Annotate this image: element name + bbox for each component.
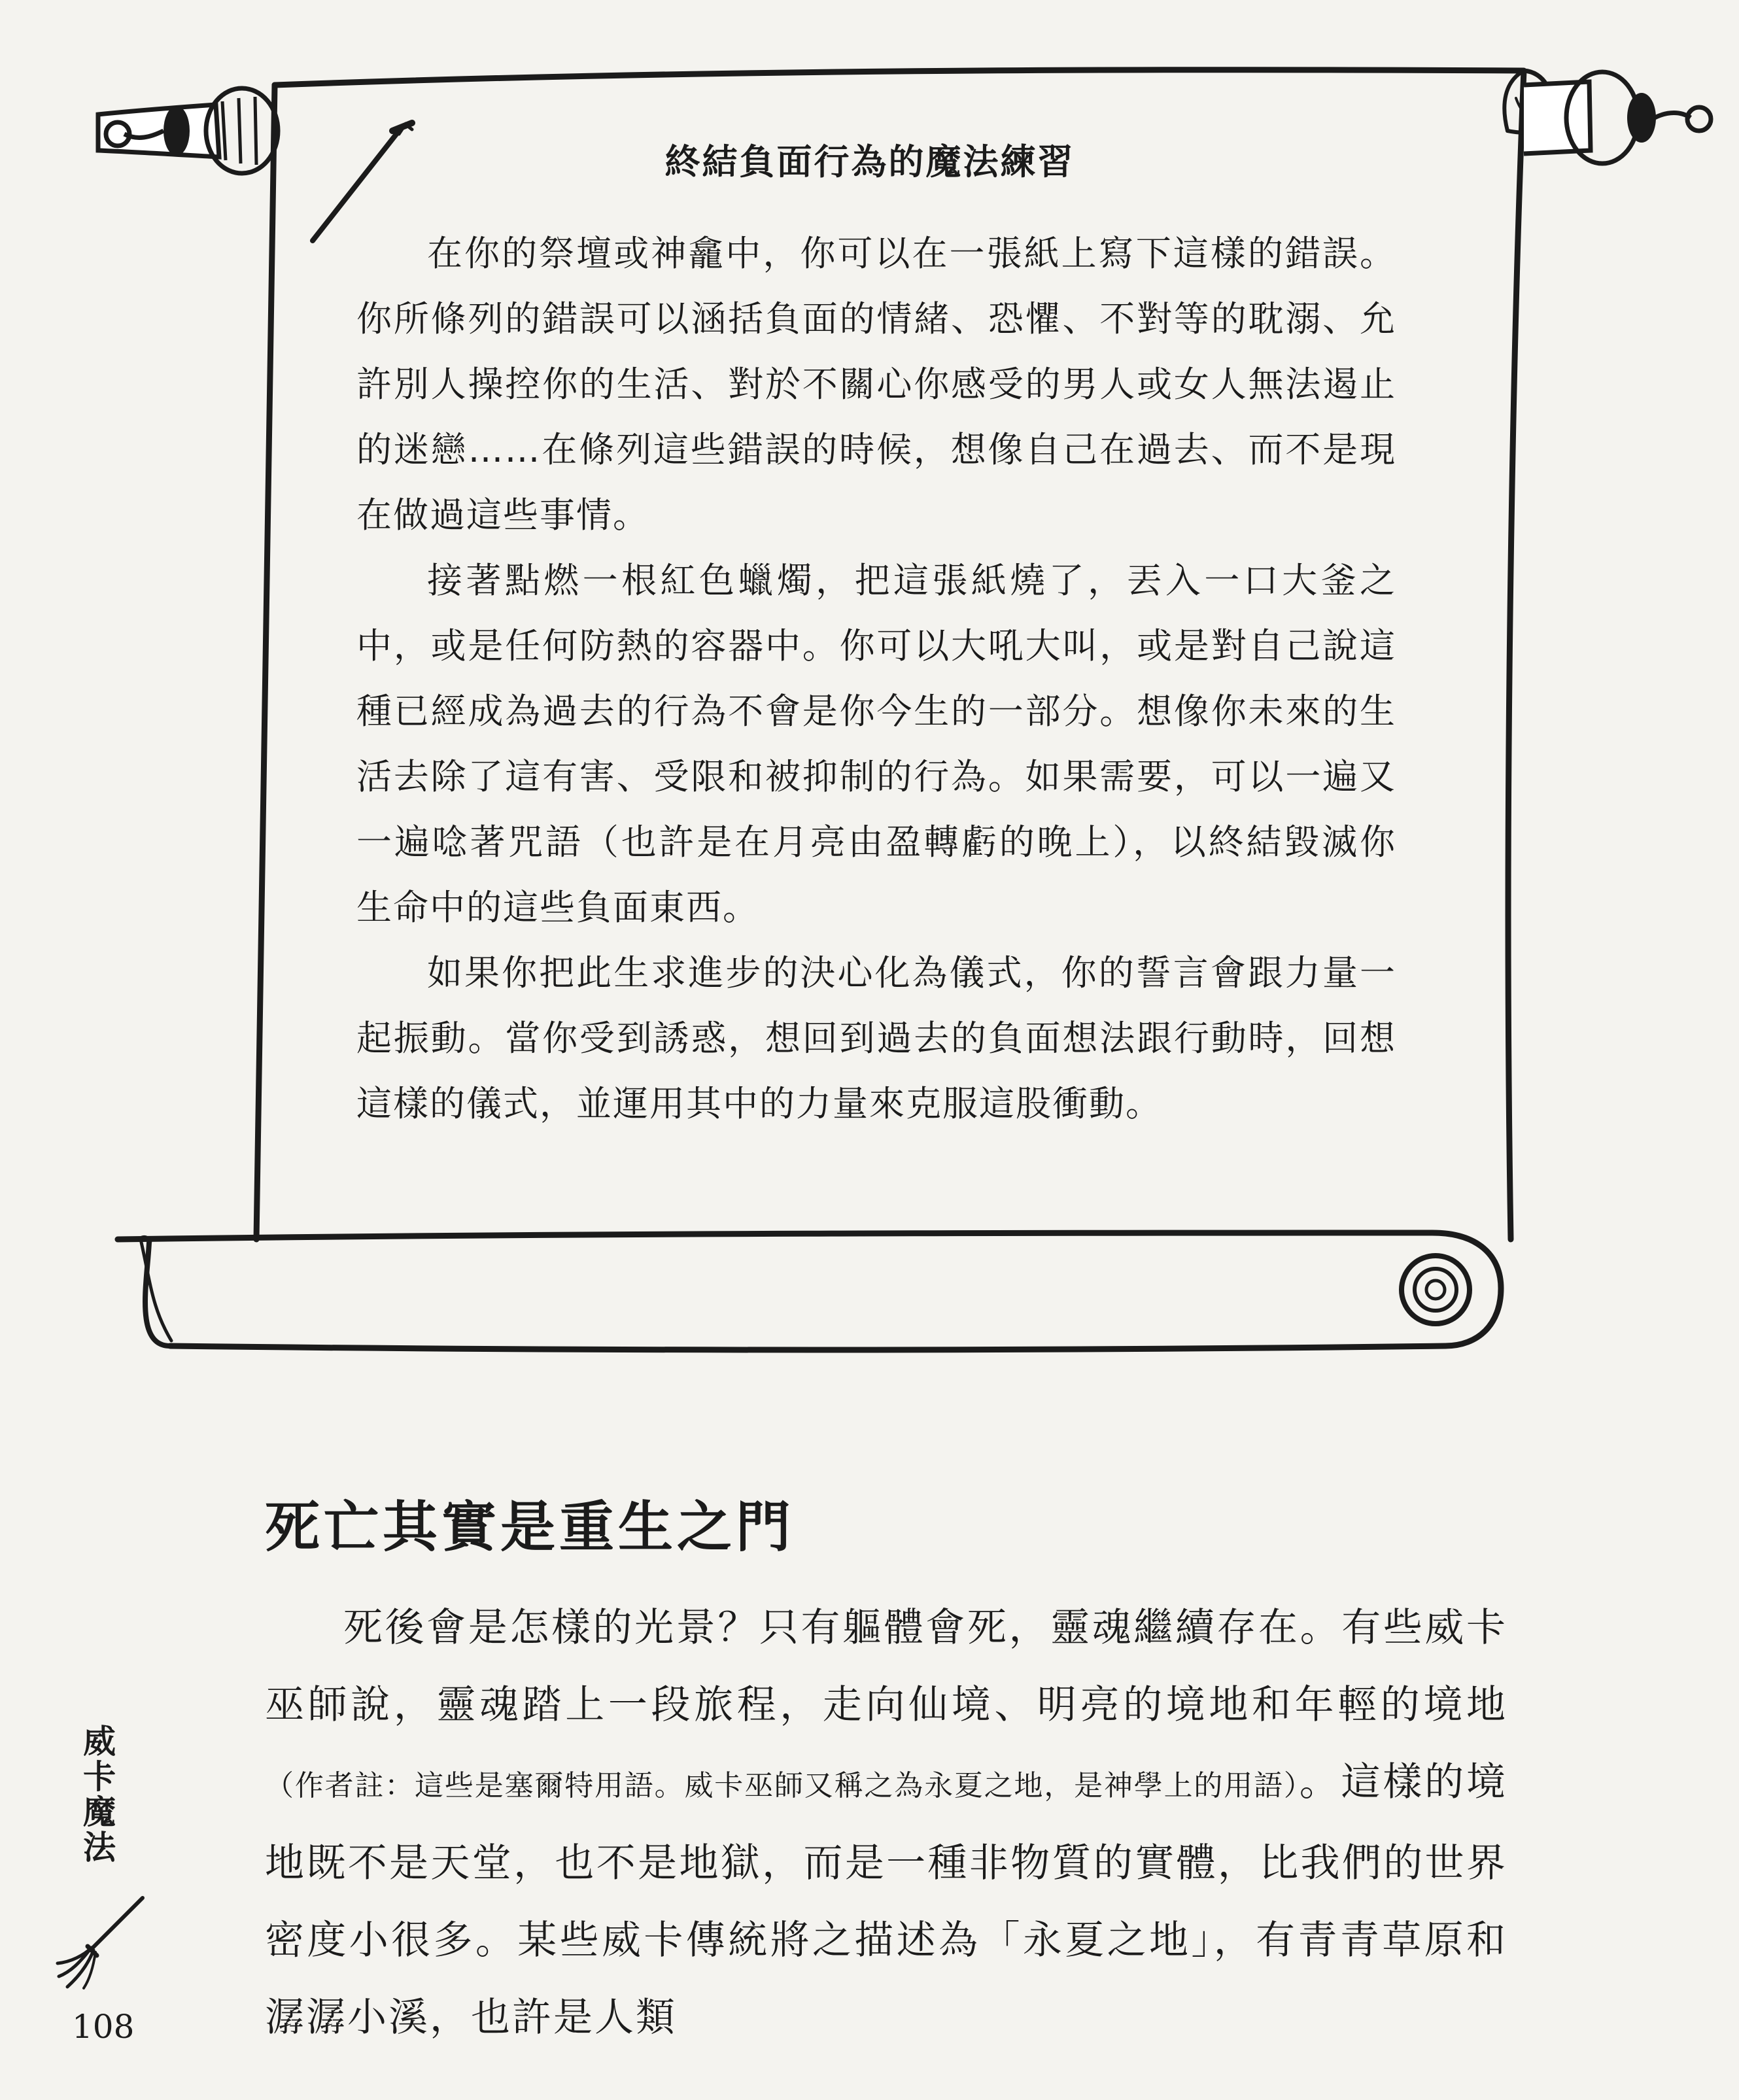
- section-heading: 死亡其實是重生之門: [265, 1494, 795, 1559]
- section-text-lead: 死後會是怎樣的光景？只有軀體會死，靈魂繼續存在。有些威卡巫師說，靈魂踏上一段旅程，走向仙境、明亮的境地和年輕的境地: [265, 1605, 1507, 1728]
- exercise-paragraph-2: 接著點燃一根紅色蠟燭，把這張紙燒了，丟入一口大釜之中，或是任何防熱的容器中。你可以大吼大叫，或是對自己說這種已經成為過去的行為不會是你今生的一部分。想像你未來的生活去除了這有害、受限和被抑制的行為。如果需要，可以一遍又一遍唸著咒語（也許是在月亮由盈轉虧的晚上），以終結毀滅你生命中的這些負面東西。: [356, 560, 1396, 928]
- page-number: 108: [72, 2008, 135, 2046]
- author-note: （作者註：這些是塞爾特用語。威卡巫師又稱之為永夏之地，是神學上的用語）: [265, 1769, 1300, 1802]
- broom-icon: [44, 1890, 156, 1995]
- section-paragraph: [265, 1589, 1507, 2056]
- exercise-title: 終結負面行為的魔法練習: [664, 141, 1075, 182]
- exercise-text: [356, 221, 1396, 1137]
- exercise-paragraph-3: 如果你把此生求進步的決心化為儀式，你的誓言會跟力量一起振動。當你受到誘惑，想回到過去的負面想法跟行動時，回想這樣的儀式，並運用其中的力量來克服這股衝動。: [356, 952, 1396, 1124]
- section-text-rest: 。這樣的境地既不是天堂，也不是地獄，而是一種非物質的實體，比我們的世界密度小很多。某些威卡傳統將之描述為「永夏之地」，有青青草原和潺潺小溪，也許是人類: [265, 1759, 1508, 2040]
- running-book-title: 威卡魔法: [78, 1724, 116, 1865]
- exercise-paragraph-1: 在你的祭壇或神龕中，你可以在一張紙上寫下這樣的錯誤。你所條列的錯誤可以涵括負面的情緒、恐懼、不對等的耽溺、允許別人操控你的生活、對於不關心你感受的男人或女人無法遏止的迷戀……在條列這些錯誤的時候，想像自己在過去、而不是現在做過這些事情。: [356, 233, 1396, 536]
- section-text: [265, 1589, 1507, 2056]
